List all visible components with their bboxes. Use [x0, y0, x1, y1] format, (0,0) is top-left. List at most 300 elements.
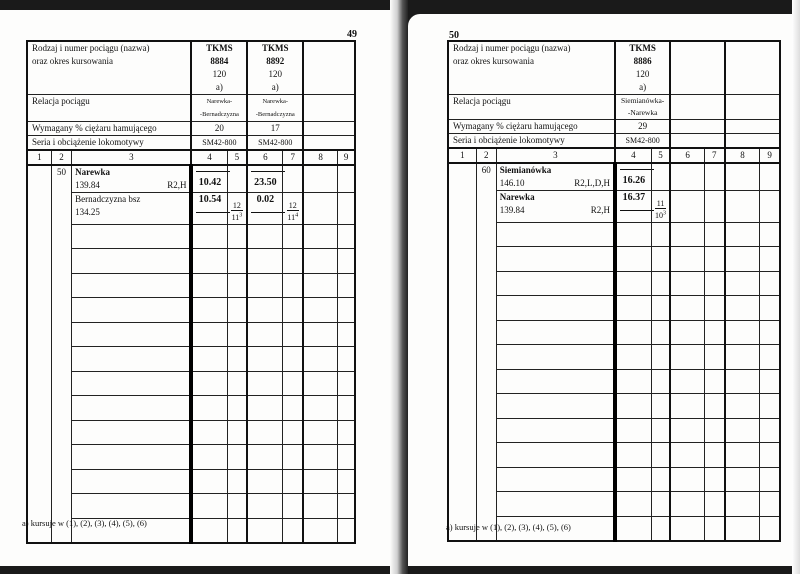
empty-cell — [496, 443, 615, 468]
empty-cell — [51, 396, 71, 421]
empty-cell — [338, 165, 355, 193]
station-name: Narewka — [75, 167, 110, 177]
empty-train-slot — [303, 122, 355, 136]
empty-cell — [760, 296, 780, 321]
empty-cell — [338, 420, 355, 445]
empty-cell — [27, 224, 51, 249]
empty-cell — [303, 322, 338, 347]
empty-cell — [51, 249, 71, 274]
empty-cell — [615, 516, 651, 541]
empty-cell — [338, 273, 355, 298]
empty-cell — [496, 247, 615, 272]
empty-cell — [705, 443, 725, 468]
empty-cell — [448, 320, 476, 345]
empty-cell — [448, 418, 476, 443]
empty-cell — [191, 224, 227, 249]
empty-cell — [247, 347, 283, 372]
col-index: 8 — [725, 148, 760, 163]
empty-train-slot — [303, 136, 355, 151]
empty-cell — [283, 396, 303, 421]
empty-cell — [338, 445, 355, 470]
empty-cell — [303, 371, 338, 396]
page-edge — [792, 0, 800, 574]
col-index: 7 — [283, 150, 303, 165]
empty-cell — [760, 418, 780, 443]
empty-cell — [227, 273, 247, 298]
empty-cell — [303, 273, 338, 298]
station-cell — [72, 165, 192, 193]
run-time-sup: 3 — [239, 212, 243, 218]
empty-cell — [227, 347, 247, 372]
station-row-narewka — [448, 191, 780, 223]
empty-cell — [725, 163, 760, 191]
col1-cell — [448, 163, 476, 222]
empty-train-slot — [670, 41, 724, 95]
arrival-time: 0.02 — [256, 194, 275, 205]
empty-cell — [51, 322, 71, 347]
station-meta — [500, 177, 610, 190]
train-8886-header — [615, 41, 670, 95]
empty-train-slot — [725, 120, 780, 134]
empty-cell — [496, 418, 615, 443]
station-meta — [500, 204, 610, 217]
empty-cell — [51, 298, 71, 323]
relation-line: -Bernadczyzna — [199, 111, 239, 118]
station-km: 146.10 — [499, 178, 525, 188]
empty-cell — [670, 271, 704, 296]
col-index: 3 — [496, 148, 615, 163]
empty-cell — [651, 467, 670, 492]
arrival-departure — [615, 163, 651, 191]
relation-line: Narewka- — [206, 98, 233, 105]
empty-cell — [705, 516, 725, 541]
empty-row — [448, 271, 780, 296]
col-index: 4 — [191, 150, 227, 165]
empty-cell — [448, 443, 476, 468]
empty-cell — [760, 320, 780, 345]
empty-cell — [448, 222, 476, 247]
arrival-departure — [191, 165, 227, 193]
empty-cell — [303, 469, 338, 494]
loco-row — [27, 136, 355, 151]
station-row-siemianowka — [448, 163, 780, 191]
empty-cell — [670, 443, 704, 468]
empty-cell — [227, 371, 247, 396]
run-time-cell — [651, 191, 670, 223]
empty-cell — [476, 443, 496, 468]
brake-row — [448, 120, 780, 134]
empty-cell — [51, 347, 71, 372]
empty-cell — [705, 271, 725, 296]
train-header-row — [27, 41, 355, 95]
empty-row — [27, 494, 355, 519]
dash-mark — [196, 171, 230, 172]
empty-cell — [760, 492, 780, 517]
empty-cell — [725, 222, 760, 247]
empty-cell — [670, 296, 704, 321]
empty-cell — [496, 369, 615, 394]
empty-cell — [27, 273, 51, 298]
empty-cell — [760, 191, 780, 223]
train-speed: 120 — [268, 69, 282, 79]
arrival-departure — [247, 193, 283, 225]
empty-cell — [760, 222, 780, 247]
arrival-time: 16.37 — [622, 192, 646, 203]
empty-row — [448, 492, 780, 517]
empty-cell — [651, 394, 670, 419]
empty-cell — [247, 273, 283, 298]
empty-cell — [303, 165, 338, 193]
station-cell — [496, 163, 615, 191]
empty-cell — [227, 322, 247, 347]
col-index: 3 — [72, 150, 192, 165]
empty-cell — [496, 271, 615, 296]
loco-row — [448, 134, 780, 149]
train-relation — [247, 95, 303, 122]
empty-cell — [670, 492, 704, 517]
empty-cell — [476, 418, 496, 443]
empty-cell — [191, 469, 227, 494]
relation-line: -Bernadczyzna — [255, 111, 295, 118]
empty-cell — [338, 494, 355, 519]
empty-cell — [51, 469, 71, 494]
train-label-cell — [27, 41, 191, 95]
loco-label: Seria i obciążenie lokomotywy — [448, 134, 615, 149]
train-category: TKMS — [629, 43, 656, 53]
empty-cell — [227, 396, 247, 421]
empty-row — [448, 320, 780, 345]
timetable-left — [26, 40, 356, 544]
timetable-right — [447, 40, 781, 542]
empty-cell — [247, 518, 283, 543]
empty-cell — [705, 345, 725, 370]
brake-label: Wymagany % ciężaru hamującego — [448, 120, 615, 134]
train-label-cell — [448, 41, 615, 95]
relation-line: Siemianówka- — [620, 96, 665, 105]
empty-cell — [651, 222, 670, 247]
col-index: 4 — [615, 148, 651, 163]
empty-cell — [247, 322, 283, 347]
run-time-cell — [227, 165, 247, 193]
empty-cell — [615, 467, 651, 492]
speed-limit: 60 — [476, 163, 496, 222]
relation-line: Narewka- — [262, 98, 289, 105]
train-note: a) — [271, 82, 279, 92]
station-name: Siemianówka — [499, 165, 552, 175]
empty-cell — [72, 347, 192, 372]
empty-cell — [448, 492, 476, 517]
empty-cell — [191, 420, 227, 445]
run-time-sup: 3 — [663, 210, 667, 216]
empty-cell — [448, 247, 476, 272]
label-line: Rodzaj i numer pociągu (nazwa) — [32, 43, 150, 53]
empty-row — [27, 396, 355, 421]
empty-cell — [725, 247, 760, 272]
empty-cell — [247, 249, 283, 274]
empty-cell — [51, 273, 71, 298]
empty-cell — [227, 518, 247, 543]
empty-row — [448, 394, 780, 419]
empty-cell — [670, 467, 704, 492]
empty-cell — [51, 445, 71, 470]
station-name: Bernadczyzna bsz — [75, 194, 141, 204]
empty-cell — [27, 494, 51, 519]
empty-cell — [338, 396, 355, 421]
empty-cell — [448, 345, 476, 370]
empty-row — [27, 420, 355, 445]
col-index: 9 — [760, 148, 780, 163]
train-relation — [615, 95, 670, 120]
empty-cell — [476, 247, 496, 272]
empty-cell — [705, 369, 725, 394]
train-note: a) — [215, 82, 223, 92]
empty-cell — [247, 420, 283, 445]
empty-cell — [476, 320, 496, 345]
empty-cell — [191, 494, 227, 519]
empty-cell — [615, 492, 651, 517]
col-index: 9 — [338, 150, 355, 165]
empty-cell — [670, 247, 704, 272]
empty-cell — [283, 518, 303, 543]
station-meta — [75, 179, 186, 192]
run-time-top: 11 — [656, 199, 665, 208]
empty-train-slot — [670, 120, 724, 134]
empty-cell — [651, 516, 670, 541]
loco-label: Seria i obciążenie lokomotywy — [27, 136, 191, 151]
empty-cell — [615, 320, 651, 345]
empty-cell — [338, 249, 355, 274]
run-time-bottom: 11 — [287, 212, 296, 222]
empty-cell — [651, 418, 670, 443]
page-number: 50 — [449, 30, 459, 41]
empty-cell — [760, 467, 780, 492]
col-index: 6 — [670, 148, 704, 163]
empty-cell — [191, 445, 227, 470]
train-8884-header — [191, 41, 247, 95]
empty-cell — [670, 320, 704, 345]
empty-cell — [338, 347, 355, 372]
train-speed: 120 — [212, 69, 227, 79]
loco-series: SM42-800 — [191, 136, 247, 151]
empty-cell — [338, 469, 355, 494]
empty-cell — [247, 396, 283, 421]
empty-cell — [283, 224, 303, 249]
empty-cell — [651, 443, 670, 468]
empty-rows — [27, 224, 355, 543]
empty-row — [448, 222, 780, 247]
empty-cell — [476, 271, 496, 296]
run-time-cell — [227, 193, 247, 225]
empty-cell — [27, 420, 51, 445]
page-number: 49 — [347, 29, 357, 40]
empty-train-slot — [303, 41, 355, 95]
empty-cell — [303, 396, 338, 421]
arrival-departure — [615, 191, 651, 223]
col1-cell — [27, 165, 51, 224]
brake-percent: 29 — [615, 120, 670, 134]
run-time-bottom: 11 — [231, 212, 240, 222]
run-time-cell — [283, 193, 303, 225]
empty-cell — [496, 492, 615, 517]
station-row-bernadczyzna — [27, 193, 355, 225]
empty-cell — [338, 518, 355, 543]
col-index: 1 — [448, 148, 476, 163]
train-number: 8892 — [266, 56, 285, 66]
loco-series: SM42-800 — [615, 134, 670, 149]
empty-cell — [27, 298, 51, 323]
empty-cell — [448, 296, 476, 321]
col-index: 1 — [27, 150, 51, 165]
empty-cell — [191, 371, 227, 396]
empty-cell — [725, 492, 760, 517]
empty-cell — [725, 369, 760, 394]
empty-cell — [496, 345, 615, 370]
empty-cell — [725, 271, 760, 296]
empty-cell — [760, 443, 780, 468]
relation-row — [448, 95, 780, 120]
empty-cell — [448, 394, 476, 419]
station-km: 139.84 — [75, 180, 100, 190]
empty-cell — [72, 298, 192, 323]
empty-cell — [670, 516, 704, 541]
station-cell — [496, 191, 615, 223]
empty-cell — [27, 347, 51, 372]
empty-cell — [476, 369, 496, 394]
empty-cell — [670, 369, 704, 394]
empty-cell — [191, 396, 227, 421]
book-gutter — [390, 0, 408, 574]
station-codes: R2,H — [590, 205, 610, 215]
empty-cell — [338, 322, 355, 347]
empty-train-slot — [670, 95, 724, 120]
empty-cell — [338, 193, 355, 225]
empty-cell — [651, 247, 670, 272]
empty-cell — [227, 249, 247, 274]
col-index: 2 — [51, 150, 71, 165]
empty-cell — [760, 394, 780, 419]
empty-cell — [615, 345, 651, 370]
empty-cell — [725, 320, 760, 345]
dash-mark — [196, 212, 230, 213]
run-time-sup: 4 — [295, 212, 299, 218]
empty-cell — [615, 369, 651, 394]
empty-cell — [27, 371, 51, 396]
run-time-bottom: 10 — [655, 210, 664, 220]
empty-train-slot — [670, 134, 724, 149]
col-index: 5 — [651, 148, 670, 163]
station-km: 139.84 — [499, 205, 525, 215]
label-line: Rodzaj i numer pociągu (nazwa) — [453, 43, 571, 53]
empty-cell — [303, 298, 338, 323]
train-relation — [191, 95, 247, 122]
empty-cell — [496, 467, 615, 492]
empty-cell — [227, 469, 247, 494]
empty-cell — [227, 224, 247, 249]
empty-cell — [227, 420, 247, 445]
empty-cell — [615, 443, 651, 468]
empty-cell — [651, 296, 670, 321]
empty-cell — [303, 193, 338, 225]
empty-cell — [27, 249, 51, 274]
empty-cell — [303, 445, 338, 470]
empty-cell — [72, 371, 192, 396]
run-time-top: 12 — [288, 201, 297, 210]
empty-row — [27, 347, 355, 372]
run-time-cell — [283, 165, 303, 193]
empty-cell — [247, 298, 283, 323]
footnote: a) kursuje w (1), (2), (3), (4), (5), (6) — [446, 522, 571, 532]
train-header-row — [448, 41, 780, 95]
empty-cell — [283, 273, 303, 298]
empty-cell — [760, 247, 780, 272]
empty-cell — [476, 394, 496, 419]
empty-cell — [670, 163, 704, 191]
column-index-row — [448, 148, 780, 163]
col-index: 7 — [705, 148, 725, 163]
empty-cell — [651, 492, 670, 517]
empty-cell — [247, 445, 283, 470]
empty-cell — [725, 345, 760, 370]
empty-cell — [72, 322, 192, 347]
empty-cell — [725, 467, 760, 492]
departure-time: 16.26 — [622, 175, 646, 186]
col-index: 8 — [303, 150, 338, 165]
empty-cell — [247, 469, 283, 494]
empty-cell — [476, 222, 496, 247]
empty-cell — [725, 443, 760, 468]
empty-cell — [72, 420, 192, 445]
train-category: TKMS — [261, 43, 289, 53]
empty-cell — [303, 249, 338, 274]
empty-cell — [27, 396, 51, 421]
run-time-fraction — [655, 199, 667, 220]
empty-cell — [247, 224, 283, 249]
loco-series: SM42-800 — [247, 136, 303, 151]
empty-cell — [615, 271, 651, 296]
empty-cell — [338, 298, 355, 323]
train-number: 8884 — [210, 56, 229, 66]
empty-cell — [338, 224, 355, 249]
station-cell — [72, 193, 192, 225]
empty-cell — [705, 163, 725, 191]
col-index: 6 — [247, 150, 283, 165]
empty-cell — [760, 271, 780, 296]
empty-cell — [496, 222, 615, 247]
empty-row — [448, 296, 780, 321]
empty-row — [27, 371, 355, 396]
empty-cell — [72, 224, 192, 249]
station-codes: R2,H — [167, 180, 187, 190]
empty-row — [448, 369, 780, 394]
empty-cell — [476, 345, 496, 370]
dash-mark — [620, 210, 654, 211]
empty-cell — [615, 296, 651, 321]
empty-cell — [615, 394, 651, 419]
empty-cell — [670, 394, 704, 419]
empty-cell — [725, 296, 760, 321]
empty-cell — [283, 469, 303, 494]
empty-cell — [615, 222, 651, 247]
speed-limit: 50 — [51, 165, 71, 224]
empty-cell — [670, 345, 704, 370]
empty-cell — [303, 518, 338, 543]
empty-train-slot — [303, 95, 355, 122]
train-8892-header — [247, 41, 303, 95]
dash-mark — [251, 171, 285, 172]
empty-cell — [72, 445, 192, 470]
empty-cell — [338, 371, 355, 396]
dash-mark — [251, 212, 285, 213]
